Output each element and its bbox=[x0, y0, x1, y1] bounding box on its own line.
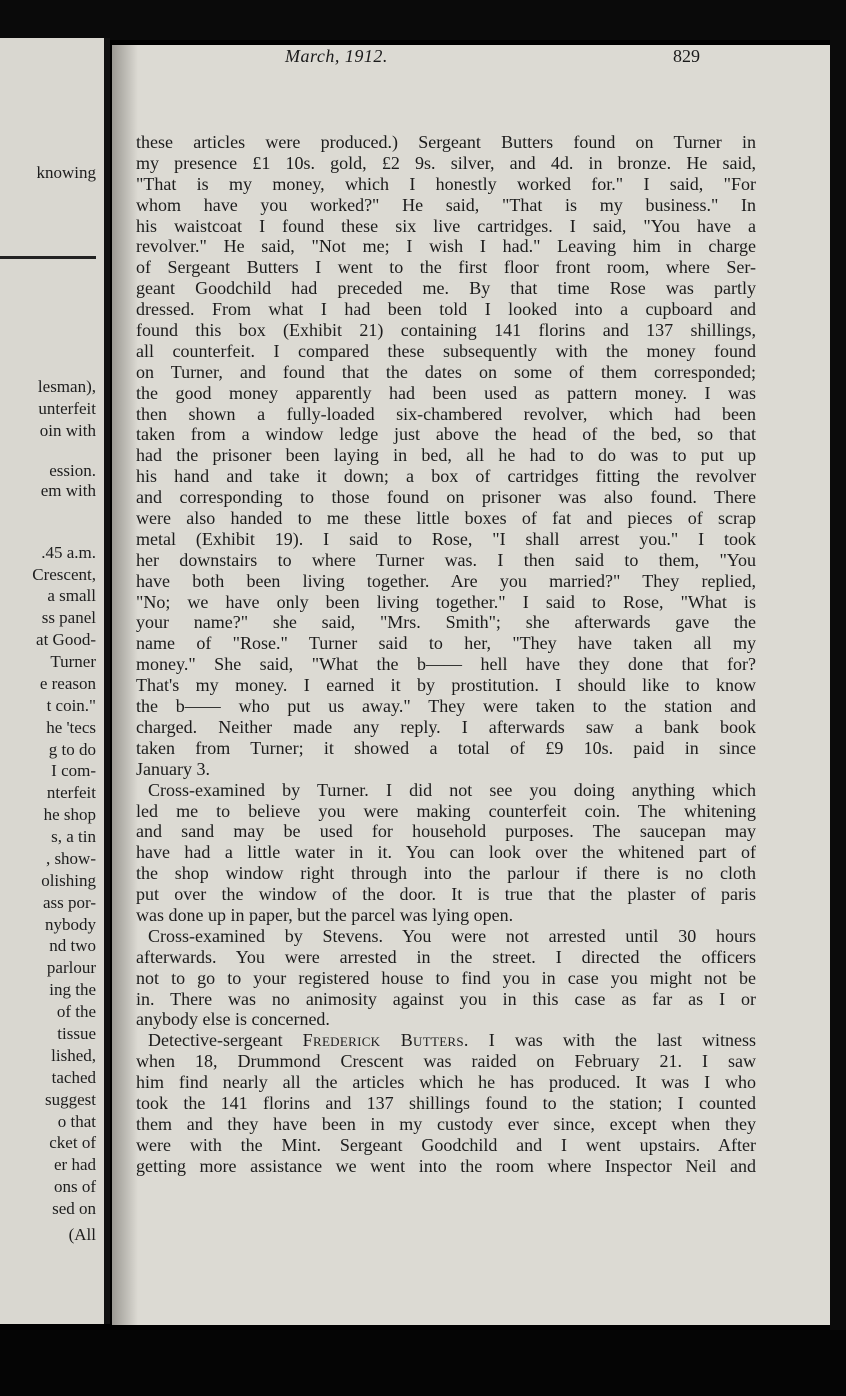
left-margin-text: er had bbox=[53, 1155, 96, 1174]
text-line: and sand may be used for household purposes. The saucepan may bbox=[136, 821, 756, 842]
left-margin-text: sed on bbox=[52, 1199, 96, 1218]
scan-border-right bbox=[830, 30, 846, 1330]
text-line: and corresponding to those found on prisoner was also found. There bbox=[136, 487, 756, 508]
text-line: taken from a window ledge just above the head of the bed, so that bbox=[136, 424, 756, 445]
witness-heading-line bbox=[136, 1030, 756, 1051]
left-margin-text: tissue bbox=[57, 1024, 96, 1043]
left-margin-text: he shop bbox=[43, 805, 96, 824]
text-line: led me to believe you were making counterfeit coin. The whitening bbox=[136, 800, 756, 821]
text-line: Cross-examined by Stevens. You were not arrested until 30 hours bbox=[148, 925, 756, 946]
left-margin-text: olishing bbox=[41, 871, 96, 890]
left-margin-text: ons of bbox=[53, 1177, 96, 1196]
text-line: my presence £1 10s. gold, £2 9s. silver, and 4d. in bronze. He said, bbox=[136, 152, 756, 173]
text-line: on Turner, and found that the dates on some of them corresponded; bbox=[136, 361, 756, 382]
text-line: "No; we have only been living together." I said to Rose, "What is bbox=[136, 591, 756, 612]
page-title: March, 1912. bbox=[285, 46, 388, 66]
text-line: "That is my money, which I honestly worked for." I said, "For bbox=[136, 173, 756, 194]
left-margin-text: , show- bbox=[45, 849, 96, 868]
text-line: his hand and take it down; a box of cartridges fitting the revolver bbox=[136, 466, 756, 487]
text-line: the b—— who put us away." They were taken to the station and bbox=[136, 696, 756, 717]
text-line: afterwards. You were arrested in the street. I directed the officers bbox=[136, 946, 756, 967]
left-margin-text: nterfeit bbox=[46, 783, 96, 802]
text-line: them and they have been in my custody ever since, except when they bbox=[136, 1113, 756, 1134]
text-line: name of "Rose." Turner said to her, "They have taken all my bbox=[136, 633, 756, 654]
text-line: were also handed to me these little boxes of fat and pieces of scrap bbox=[136, 508, 756, 529]
left-margin-text: e reason bbox=[39, 674, 96, 693]
text-line: your name?" she said, "Mrs. Smith"; she afterwards gave the bbox=[136, 612, 756, 633]
text-line: all counterfeit. I compared these subsequently with the money found bbox=[136, 340, 756, 361]
text-line: put over the window of the door. It is true that the plaster of paris bbox=[136, 884, 756, 905]
left-margin-text: Crescent, bbox=[32, 565, 96, 584]
left-margin-text: cket of bbox=[49, 1133, 96, 1152]
text-line: him find nearly all the articles which he has produced. It was I who bbox=[136, 1072, 756, 1093]
left-margin-text: t coin." bbox=[46, 696, 96, 715]
left-margin-text: knowing bbox=[36, 163, 96, 182]
text-line: anybody else is concerned. bbox=[136, 1009, 330, 1030]
text-line: had the prisoner been laying in bed, all he had to do was to put up bbox=[136, 445, 756, 466]
section-divider bbox=[0, 256, 96, 259]
left-margin-text: ss panel bbox=[41, 608, 96, 627]
left-margin-text: g to do bbox=[48, 740, 96, 759]
body-text bbox=[136, 132, 756, 1177]
text-line: not to go to your registered house to find you in case you might not be bbox=[136, 967, 756, 988]
text-line: I was with the last witness bbox=[488, 1030, 756, 1051]
text-line: her downstairs to where Turner was. I then said to them, "You bbox=[136, 549, 756, 570]
text-line: when 18, Drummond Crescent was raided on February 21. I saw bbox=[136, 1051, 756, 1072]
text-line: have both been living together. Are you married?" They replied, bbox=[136, 570, 756, 591]
left-margin-text: ass por- bbox=[42, 893, 96, 912]
text-line: were with the Mint. Sergeant Goodchild and I went upstairs. After bbox=[136, 1134, 756, 1155]
text-line: found this box (Exhibit 21) containing 141 florins and 137 shillings, bbox=[136, 320, 756, 341]
left-margin-text: ing the bbox=[49, 980, 96, 999]
left-margin-text: suggest bbox=[45, 1090, 96, 1109]
running-head bbox=[285, 46, 735, 70]
left-margin-text: tached bbox=[51, 1068, 96, 1087]
text-line: money." She said, "What the b—— hell have they done that for? bbox=[136, 654, 756, 675]
left-margin-text: of the bbox=[56, 1002, 96, 1021]
gutter-shadow bbox=[112, 45, 138, 1325]
text-line: whom have you worked?" He said, "That is my business." In bbox=[136, 194, 756, 215]
left-margin-text: o that bbox=[57, 1112, 96, 1131]
text-line: geant Goodchild had preceded me. By that time Rose was partly bbox=[136, 278, 756, 299]
left-margin-text: a small bbox=[47, 586, 96, 605]
witness-name: Frederick Butters. bbox=[302, 1030, 469, 1051]
left-margin-text: nybody bbox=[45, 915, 96, 934]
left-margin-text: unterfeit bbox=[38, 399, 96, 418]
left-margin-text: s, a tin bbox=[51, 827, 96, 846]
left-margin-text: lished, bbox=[51, 1046, 96, 1065]
left-margin-text: ession. bbox=[49, 461, 96, 480]
left-margin-text: parlour bbox=[46, 958, 96, 977]
text-line: in. There was no animosity against you in this case as far as I or bbox=[136, 988, 756, 1009]
left-margin-text: em with bbox=[40, 481, 96, 500]
text-line: January 3. bbox=[136, 758, 210, 779]
left-margin-text: oin with bbox=[39, 421, 96, 440]
text-line: the good money apparently had been used as pattern money. I was bbox=[136, 382, 756, 403]
left-margin-text: I com- bbox=[51, 761, 96, 780]
text-line: of Sergeant Butters I went to the first floor front room, where Ser- bbox=[136, 257, 756, 278]
left-margin-text: nd two bbox=[49, 936, 96, 955]
text-line: dressed. From what I had been told I looked into a cupboard and bbox=[136, 299, 756, 320]
text-line: the shop window right through into the parlour if there is no cloth bbox=[136, 863, 756, 884]
text-line: That's my money. I earned it by prostitution. I should like to know bbox=[136, 675, 756, 696]
scan-border-top bbox=[0, 0, 846, 40]
left-margin-text: .45 a.m. bbox=[41, 543, 96, 562]
text-line: his waistcoat I found these six live cartridges. I said, "You have a bbox=[136, 215, 756, 236]
witness-role: Detective-sergeant bbox=[148, 1030, 283, 1051]
text-line: have had a little water in it. You can look over the whitened part of bbox=[136, 842, 756, 863]
left-margin-text: at Good- bbox=[36, 630, 96, 649]
text-line: revolver." He said, "Not me; I wish I had." Leaving him in charge bbox=[136, 236, 756, 257]
left-margin-text: lesman), bbox=[37, 377, 96, 396]
text-line: Cross-examined by Turner. I did not see you doing anything which bbox=[148, 779, 756, 800]
text-line: then shown a fully-loaded six-chambered revolver, which had been bbox=[136, 403, 756, 424]
text-line: was done up in paper, but the parcel was lying open. bbox=[136, 904, 514, 925]
text-line: getting more assistance we went into the room where Inspector Neil and bbox=[136, 1155, 756, 1176]
page-number: 829 bbox=[673, 46, 700, 66]
text-line: these articles were produced.) Sergeant Butters found on Turner in bbox=[136, 132, 756, 152]
text-line: charged. Neither made any reply. I afterwards saw a bank book bbox=[136, 716, 756, 737]
scan-border-bottom bbox=[0, 1330, 846, 1396]
left-margin-text: he 'tecs bbox=[46, 718, 96, 737]
left-margin-text: (All bbox=[68, 1225, 96, 1244]
left-page-fragment bbox=[0, 38, 110, 1324]
text-line: took the 141 florins and 137 shillings found to the station; I counted bbox=[136, 1092, 756, 1113]
text-line: taken from Turner; it showed a total of £9 10s. paid in since bbox=[136, 737, 756, 758]
left-margin-text: Turner bbox=[50, 652, 96, 671]
text-line: metal (Exhibit 19). I said to Rose, "I shall arrest you." I took bbox=[136, 528, 756, 549]
